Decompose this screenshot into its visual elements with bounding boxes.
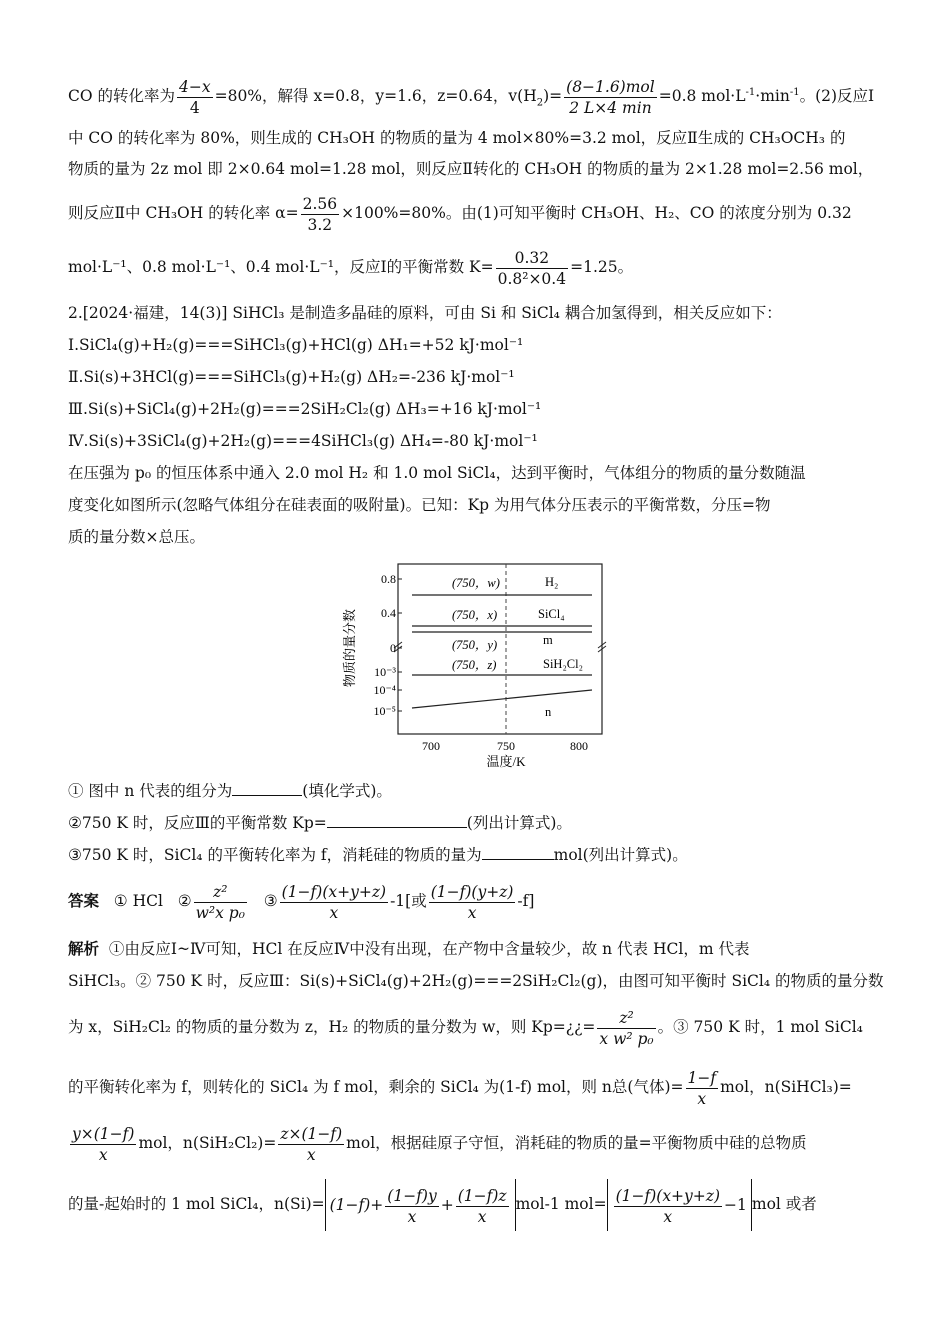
fraction [456,1186,509,1227]
para1-line2: 中 CO 的转化率为 80%，则生成的 CH₃OH 的物质的量为 4 mol×80%=3.2 mol，反应Ⅱ生成的 CH₃OCH₃ 的 [68,129,846,147]
ytick-label: 10⁻³ [374,665,396,679]
fraction-denominator: x [306,1145,316,1164]
subquestion-2 [68,812,890,834]
subquestion-3 [68,844,890,866]
xtick-label: 750 [497,739,515,753]
text: ① HCl [113,892,163,910]
fraction-numerator: z×(1−f) [280,1124,343,1143]
y-axis-title: 物质的量分数 [342,608,357,688]
answer-label: 答案 [68,891,100,910]
answer-blank[interactable] [482,845,554,860]
fraction-numerator: (1−f)z [457,1186,507,1205]
text: ①由反应Ⅰ~Ⅳ可知，HCl 在反应Ⅳ中没有出现，在产物中含量较少，故 n 代表 HCl，m 代表 [108,940,750,958]
ytick-label: 10⁻⁵ [373,704,396,718]
reaction-2: Ⅱ.Si(s)+3HCl(g)===SiHCl₃(g)+H₂(g) ΔH₂=-236 kJ·mol⁻¹ [68,368,515,386]
fraction-denominator: x [477,1207,487,1226]
text: -1[或 [390,892,427,910]
point-label-z: (750，z) [452,658,497,672]
fraction-numerator: (8−1.6)mol [566,77,655,96]
fraction [385,1186,438,1227]
para1-line5 [68,244,890,290]
text: =0.8 mol·L [658,87,746,106]
fraction-denominator: x [697,1089,707,1108]
text: 的平衡转化率为 f，则转化的 SiCl₄ 为 f mol，剩余的 SiCl₄ 为(1-f) mol，则 n总(气体)= [68,1078,684,1096]
fraction-denominator: 2 L×4 min [569,98,652,117]
series-label-n: n [545,705,552,719]
text: =80%，解得 x=0.8，y=1.6，z=0.64，v(H [214,87,537,106]
para1-line3: 物质的量为 2z mol 即 2×0.64 mol=1.28 mol，则反应Ⅱ转化的 CH₃OH 的物质的量为 2×1.28 mol=2.56 mol， [68,160,874,178]
analysis-line6 [68,1178,890,1230]
text: 的量-起始时的 1 mol SiCl₄，n(Si)= [68,1195,325,1213]
fraction-numerator: (1−f)(x+y+z) [615,1186,721,1205]
fraction-numerator: 1−f [687,1068,717,1087]
fraction [597,1008,655,1049]
mole-fraction-figure [330,556,620,772]
fraction [614,1186,722,1227]
analysis-line4 [68,1064,890,1110]
text: mol 或者 [751,1195,817,1213]
analysis-line1 [68,938,890,960]
xtick-label: 800 [570,739,588,753]
ytick-label: 0.8 [381,572,396,586]
fraction-denominator: x [329,903,339,922]
analysis-line3 [68,1002,890,1052]
answer-line [68,878,890,924]
text: mol·L⁻¹、0.8 mol·L⁻¹、0.4 mol·L⁻¹，反应Ⅰ的平衡常数 K= [68,258,494,276]
ytick-label: 10⁻⁴ [373,683,396,697]
fraction [177,77,213,118]
fraction-denominator: x [663,1207,673,1226]
question-intro: 2.[2024·福建，14(3)] SiHCl₃ 是制造多晶硅的原料，可由 Si 和 SiCl₄ 耦合加氢得到，相关反应如下： [68,304,782,322]
analysis-line2: SiHCl₃。② 750 K 时，反应Ⅲ：Si(s)+SiCl₄(g)+2H₂(g)===2SiH₂Cl₂(g)，由图可知平衡时 SiCl₄ 的物质的量分数 [68,972,884,990]
fraction [194,882,247,923]
text: ·min [755,87,790,106]
fraction-denominator: 4 [189,98,200,117]
answer-blank[interactable] [327,813,467,828]
text: mol(列出计算式)。 [553,846,688,864]
text: 。(2)反应Ⅰ [799,87,875,106]
text: + [440,1196,454,1214]
series-label-sih2cl2: SiH₂Cl₂ [543,657,583,671]
text: ②750 K 时，反应Ⅲ的平衡常数 Kp= [68,814,327,832]
fraction [686,1068,719,1109]
fraction [278,1124,344,1165]
fraction [301,194,340,235]
fraction-numerator: (1−f)(y+z) [430,882,514,901]
fraction-numerator: 0.32 [496,248,569,269]
text: -f] [517,892,535,910]
reaction-3: Ⅲ.Si(s)+SiCl₄(g)+2H₂(g)===2SiH₂Cl₂(g) ΔH₃=+16 kJ·mol⁻¹ [68,400,542,418]
point-label-x: (750，x) [452,608,498,622]
bracket-expression [325,1179,516,1231]
x-axis-title: 温度/K [486,754,526,769]
text: −1 [724,1196,747,1214]
question-para-1: 在压强为 p₀ 的恒压体系中通入 2.0 mol H₂ 和 1.0 mol SiCl₄，达到平衡时，气体组分的物质的量分数随温 [68,464,806,482]
fraction-numerator: z² [597,1008,655,1029]
fraction-numerator: z² [194,882,247,903]
text: 则反应Ⅱ中 CH₃OH 的转化率 α= [68,204,299,222]
fraction [70,1124,136,1165]
text: mol，根据硅原子守恒，消耗硅的物质的量=平衡物质中硅的总物质 [346,1134,807,1152]
fraction-numerator: (1−f)y [387,1186,437,1205]
xtick-label: 700 [422,739,440,753]
fraction [564,77,657,118]
subquestion-1 [68,780,890,802]
fraction-numerator: 4−x [179,77,211,96]
fraction-denominator: x [407,1207,417,1226]
series-label-sicl4: SiCl₄ [538,607,565,621]
reaction-4: Ⅳ.Si(s)+3SiCl₄(g)+2H₂(g)===4SiHCl₃(g) ΔH₄=-80 kJ·mol⁻¹ [68,432,538,450]
series-line-n [412,690,592,708]
fraction [496,248,569,289]
fraction-denominator: 0.8²×0.4 [497,269,567,288]
fraction-denominator: x [98,1145,108,1164]
text: 为 x，SiH₂Cl₂ 的物质的量分数为 z，H₂ 的物质的量分数为 w，则 Kp=¿¿= [68,1018,596,1036]
text: ③ [263,892,278,910]
point-label-w: (750，w) [452,576,500,590]
point-label-y: (750，y) [452,638,498,652]
text: ×100%=80%。由(1)可知平衡时 CH₃OH、H₂、CO 的浓度分别为 0.32 [341,204,852,222]
question-para-2: 度变化如图所示(忽略气体组分在硅表面的吸附量)。已知：Kp 为用气体分压表示的平衡常数，分压=物 [68,496,771,514]
answer-blank[interactable] [232,781,302,796]
text: 。③ 750 K 时，1 mol SiCl₄ [657,1018,863,1036]
fraction-denominator: x w² p₀ [599,1029,654,1048]
text: (列出计算式)。 [466,814,572,832]
ytick-label: 0.4 [381,606,396,620]
text: =1.25。 [570,258,634,276]
text: (填化学式)。 [302,782,392,800]
fraction-numerator: (1−f)(x+y+z) [281,882,387,901]
text: ① 图中 n 代表的组分为 [68,782,233,800]
question-para-3: 质的量分数×总压。 [68,528,205,546]
text: mol，n(SiH₂Cl₂)= [138,1134,277,1152]
para1-line1: CO 的转化率为 $\frac{4-x}{4}$ =80%，解得 x=0.8，y=1.6，z=0.64，$v(H_2)=$ $\frac{\text{(8−1.6)mol}}{2 L\times 4 \min}$ =0.8 $mol\cdot L^{-1}\cdot\min^{-1}$。(2)反应Ⅰ [68,77,875,117]
fraction-denominator: 3.2 [307,215,333,234]
text: mol，n(SiHCl₃)= [720,1078,852,1096]
series-label-m: m [543,633,553,647]
fraction-numerator: y×(1−f) [72,1124,135,1143]
reaction-1: Ⅰ.SiCl₄(g)+H₂(g)===SiHCl₃(g)+HCl(g) ΔH₁=+52 kJ·mol⁻¹ [68,336,524,354]
text: CO 的转化率为 [68,87,175,106]
fraction-numerator: 2.56 [302,194,338,213]
plot-frame [398,564,602,734]
para1-line4 [68,190,890,236]
text: mol-1 mol= [515,1195,607,1213]
fraction [429,882,516,923]
text: )= [543,87,563,106]
text: (1−f)+ [329,1196,384,1214]
analysis-label: 解析 [68,939,100,958]
series-label-h2: H₂ [545,575,559,589]
text: ② [177,892,192,910]
fraction-denominator: x [467,903,477,922]
analysis-line5 [68,1120,890,1166]
fraction [280,882,388,923]
bracket-expression [607,1179,752,1231]
ytick-label: 0 [390,641,396,655]
fraction-denominator: w²x p₀ [195,903,245,922]
text: ③750 K 时，SiCl₄ 的平衡转化率为 f，消耗硅的物质的量为 [68,846,482,864]
